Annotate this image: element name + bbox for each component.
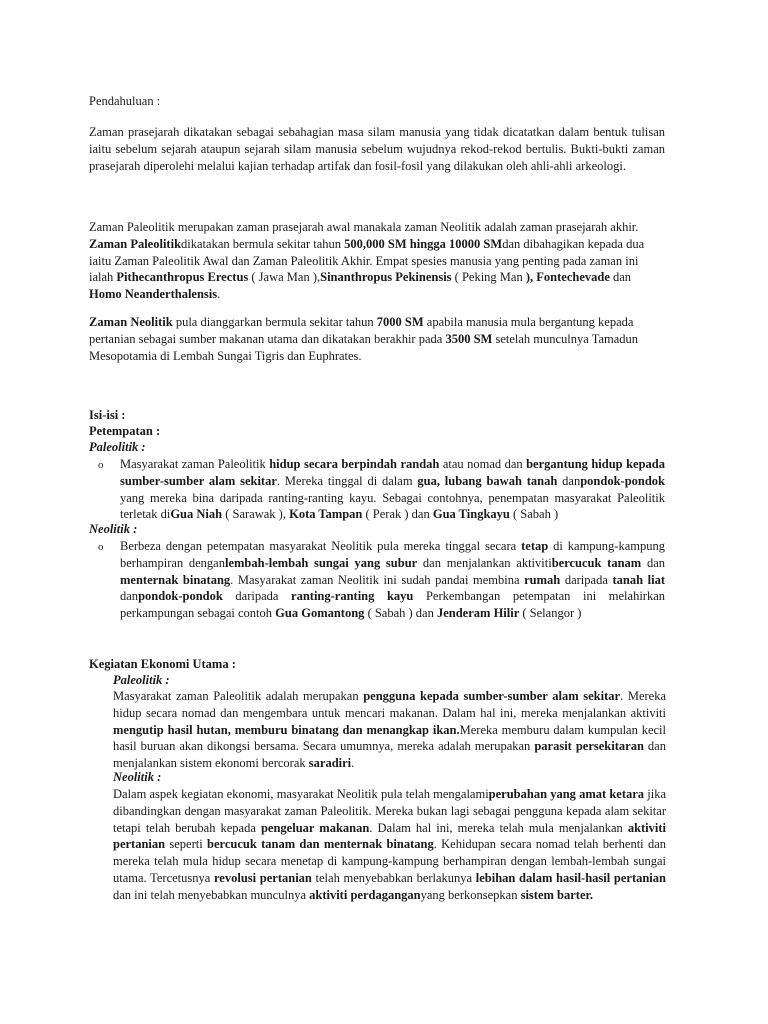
text-run: yang mereka bina daripada ranting-ranting kayu. Sebagai contohnya, penempatan masyarakat Paleolitik terletak di: [120, 490, 665, 522]
intro-paragraph-3: [89, 314, 665, 364]
bold-term: pondok-pondok: [580, 473, 665, 488]
text-run: dan: [609, 270, 632, 285]
petempatan-heading: Petempatan :: [89, 424, 161, 438]
petempatan-neolitik-label: Neolitik :: [89, 522, 138, 536]
text-run: seperti: [165, 837, 208, 852]
text-run: atau nomad dan: [439, 457, 527, 471]
text-run: ( Sabah ) dan: [364, 606, 437, 621]
bold-term: menternak binatang: [120, 572, 231, 587]
bold-term: rumah: [524, 572, 561, 587]
text-run: ( Sarawak ),: [222, 507, 290, 522]
petempatan-paleolitik-item: [120, 456, 665, 523]
text-run: dikatakan bermula sekitar tahun: [181, 236, 345, 251]
bold-term: bercucuk tanam: [551, 555, 642, 570]
text-run: ( Jawa Man ),: [248, 270, 321, 285]
bold-term: Pithecanthropus Erectus: [116, 270, 249, 285]
bold-term: 500,000 SM hingga 10000 SM: [344, 236, 503, 251]
bold-term: pengeluar makanan: [260, 820, 370, 835]
text-run: telah menyebabkan berlakunya: [311, 870, 476, 885]
petempatan-neolitik-item: [120, 538, 665, 622]
text-run: Masyarakat zaman Paleolitik adalah merupakan: [113, 689, 364, 703]
text-run: pula dianggarkan bermula sekitar tahun: [172, 315, 377, 329]
ekonomi-neolitik-text: [113, 786, 666, 904]
bold-term: Gua Gomantong: [275, 606, 365, 621]
text-run: . Mereka tinggal di dalam: [276, 473, 418, 488]
bold-term: aktiviti pertanian: [113, 820, 667, 852]
bold-term: hidup secara berpindah randah: [269, 457, 440, 471]
bold-term: perubahan yang amat ketara: [488, 787, 645, 801]
bold-term: Jenderam Hilir: [436, 606, 520, 621]
text-run: .: [351, 756, 355, 771]
bold-term: tanah liat: [612, 572, 665, 587]
bold-term: saradiri: [308, 756, 352, 771]
isi-heading: Isi-isi :: [89, 408, 126, 422]
bold-term: Gua Niah: [170, 507, 223, 522]
text-run: Zaman prasejarah dikatakan sebagai sebahagian masa silam manusia yang tidak dicatatkan dalam bentuk tulisan iaitu sebelum sejarah ataupun sejarah silam manusia sebelum wujudnya rekod-rekod bertulis. Bukti-bukti zaman prasejarah diperolehi melalui kajian terhadap artifak dan fosil-fosil yang dilakukan oleh ahli-ahli arkeologi.: [89, 125, 665, 173]
text-run: ( Selangor ): [519, 606, 582, 621]
text-run: Berbeza dengan petempatan masyarakat Neolitik pula mereka tinggal secara: [120, 539, 522, 553]
text-run: dan ini telah menyebabkan munculnya: [113, 887, 310, 902]
text-run: dan menjalankan aktiviti: [417, 555, 552, 570]
bold-term: ranting-ranting kayu: [291, 589, 414, 604]
text-run: apabila manusia mula bergantung kepada pertanian sebagai sumber makanan utama dan dikatakan berakhir pada: [89, 315, 634, 346]
text-run: . Kehidupan secara nomad telah berhenti dan mereka telah mula hidup secara menetap di kampung-kampung berhampiran dengan lembah-lembah sungai utama. Tercetusnya: [113, 837, 666, 885]
text-run: dan: [641, 555, 665, 570]
text-run: ( Sabah ): [509, 507, 559, 522]
text-run: . Dalam hal ini, mereka telah mula menjalankan: [369, 820, 628, 835]
text-run: yang berkonsepkan: [420, 887, 521, 902]
bullet-marker: o: [98, 459, 104, 471]
petempatan-paleolitik-label: Paleolitik :: [89, 440, 146, 454]
bold-term: ), Fontechevade: [525, 270, 610, 285]
text-run: daripada: [560, 572, 613, 587]
bold-term: 7000 SM: [376, 315, 424, 329]
text-run: ( Perak ) dan: [362, 507, 433, 522]
bold-term: mengutip hasil hutan, memburu binatang dan menangkap ikan.: [113, 722, 460, 737]
text-run: dan menjalankan sistem ekonomi bercorak: [113, 739, 666, 771]
intro-paragraph-1: [89, 124, 665, 174]
ekonomi-paleolitik-text: [113, 688, 666, 772]
bold-term: Homo Neanderthalensis: [89, 287, 218, 302]
bold-term: lebihan dalam hasil-hasil pertanian: [475, 870, 666, 885]
text-run: . Mereka hidup secara nomad dan mengembara untuk mencari makanan. Dalam hal ini, mereka menjalankan aktiviti: [113, 689, 667, 720]
bold-term: Kota Tampan: [289, 507, 363, 522]
bold-term: tetap: [521, 539, 549, 553]
text-run: . Masyarakat zaman Neolitik ini sudah pandai membina: [230, 572, 525, 587]
bold-term: lembah-lembah sungai yang subur: [224, 555, 418, 570]
ekonomi-neolitik-label: Neolitik :: [113, 770, 162, 784]
bold-term: aktiviti perdagangan: [309, 887, 421, 902]
bold-term: gua, lubang bawah tanah: [417, 473, 558, 488]
bold-term: Gua Tingkayu: [432, 507, 510, 522]
bold-term: bercucuk tanam dan menternak binatang: [207, 837, 434, 852]
text-run: di kampung-kampung berhampiran dengan: [120, 539, 665, 570]
text-run: .: [217, 287, 221, 302]
bold-term: parasit persekitaran: [534, 739, 644, 754]
text-run: Mereka memburu dalam kumpulan kecil hasil buruan akan dikongsi bersama. Secara umumnya, mereka adalah merupakan: [113, 722, 666, 754]
text-run: dan: [557, 473, 581, 488]
bold-term: Sinanthropus Pekinensis: [320, 270, 452, 285]
ekonomi-heading: Kegiatan Ekonomi Utama :: [89, 657, 236, 671]
bold-term: pengguna kepada sumber-sumber alam sekitar: [363, 689, 621, 703]
intro-paragraph-2: [89, 219, 665, 303]
text-run: jika dibandingkan dengan masyarakat zaman Paleolitik. Mereka bukan lagi sebagai pengguna kepada alam sekitar tetapi telah berubah kepada: [113, 787, 666, 835]
bold-term: Zaman Paleolitik: [89, 236, 182, 251]
bullet-marker: o: [98, 541, 104, 553]
intro-heading: Pendahuluan :: [89, 94, 161, 108]
bold-term: revolusi pertanian: [213, 870, 312, 885]
bold-term: bergantung hidup kepada sumber-sumber alam sekitar: [120, 457, 665, 488]
text-run: Perkembangan petempatan ini melahirkan perkampungan sebagai contoh: [120, 589, 666, 621]
text-run: Dalam aspek kegiatan ekonomi, masyarakat Neolitik pula telah mengalami: [113, 787, 489, 801]
text-run: Zaman Paleolitik merupakan zaman prasejarah awal manakala zaman Neolitik adalah zaman prasejarah akhir.: [89, 220, 639, 234]
bold-term: Zaman Neolitik: [89, 315, 173, 329]
text-run: daripada: [222, 589, 292, 604]
bold-term: 3500 SM: [445, 331, 493, 346]
text-run: setelah munculnya Tamadun Mesopotamia di Lembah Sungai Tigris dan Euphrates.: [89, 331, 639, 363]
bold-term: pondok-pondok: [138, 589, 223, 604]
ekonomi-paleolitik-label: Paleolitik :: [113, 673, 170, 687]
bold-term: sistem barter.: [520, 887, 594, 902]
text-run: dan dibahagikan kepada dua iaitu Zaman Paleolitik Awal dan Zaman Paleolitik Akhir. Empat spesies manusia yang penting pada zaman ini ialah: [89, 236, 645, 285]
text-run: dan: [120, 589, 139, 604]
text-run: Masyarakat zaman Paleolitik: [120, 457, 270, 471]
text-run: ( Peking Man: [451, 270, 526, 285]
